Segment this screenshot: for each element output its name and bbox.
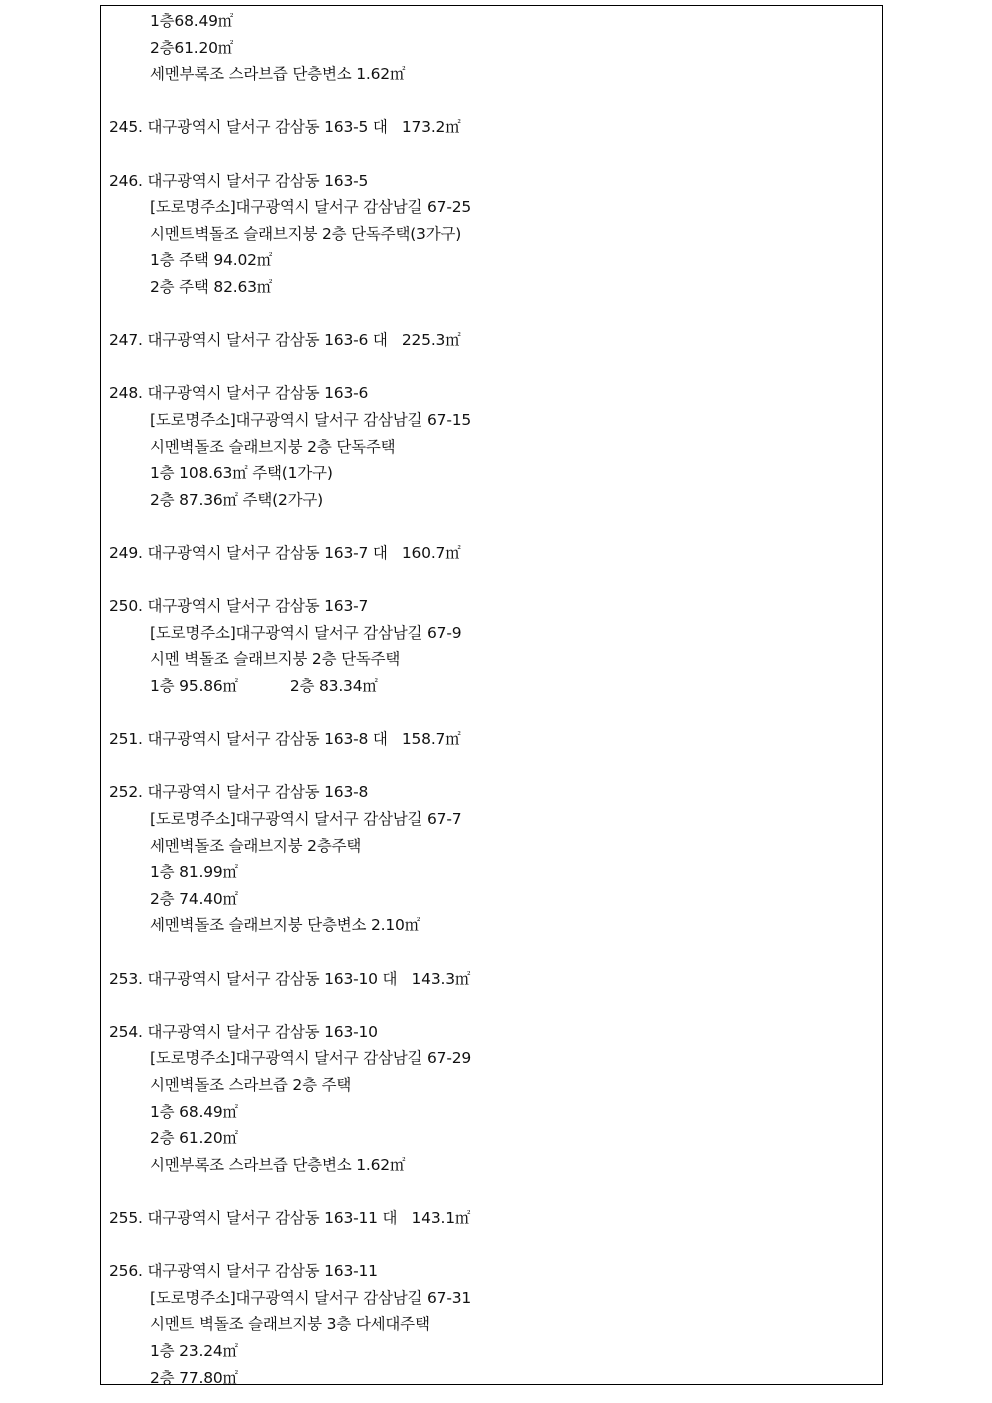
detail-line: [도로명주소]대구광역시 달서구 감삼남길 67-29 (150, 1049, 472, 1068)
entry-line: 253. 대구광역시 달서구 감삼동 163-10 대 143.3㎡ (109, 969, 471, 988)
detail-line: 2층61.20㎡ (150, 38, 234, 57)
entry-line: 250. 대구광역시 달서구 감삼동 163-7 (109, 597, 369, 616)
detail-line: [도로명주소]대구광역시 달서구 감삼남길 67-9 (150, 623, 462, 642)
entry-line: 249. 대구광역시 달서구 감삼동 163-7 대 160.7㎡ (109, 544, 461, 562)
detail-line: 1층68.49㎡ (150, 12, 234, 30)
entry-line: 254. 대구광역시 달서구 감삼동 163-10 (109, 1022, 378, 1041)
detail-line: 2층 주택 82.63㎡ (150, 278, 273, 296)
document-frame (100, 5, 883, 1385)
detail-line: 시멘벽돌조 슬래브지붕 2층 단독주택 (150, 437, 396, 456)
detail-line: 시멘트벽돌조 슬래브지붕 2층 단독주택(3가구) (150, 224, 462, 243)
detail-line: 시멘 벽돌조 슬래브지붕 2층 단독주택 (150, 650, 401, 669)
detail-line: 세멘부록조 스라브즙 단층변소 1.62㎡ (150, 65, 406, 84)
detail-line: 세멘벽돌조 슬래브지붕 단층변소 2.10㎡ (150, 916, 421, 935)
entry-line: 256. 대구광역시 달서구 감삼동 163-11 (109, 1262, 378, 1281)
entry-line: 255. 대구광역시 달서구 감삼동 163-11 대 143.1㎡ (109, 1209, 471, 1227)
detail-line: [도로명주소]대구광역시 달서구 감삼남길 67-7 (150, 810, 462, 828)
detail-line: 2층 74.40㎡ (150, 889, 238, 908)
detail-line: 1층 주택 94.02㎡ (150, 251, 273, 270)
entry-line: 247. 대구광역시 달서구 감삼동 163-6 대 225.3㎡ (109, 331, 461, 350)
entry-line: 251. 대구광역시 달서구 감삼동 163-8 대 158.7㎡ (109, 730, 461, 749)
detail-line: 2층 77.80㎡ (150, 1368, 238, 1387)
detail-line: 1층 95.86㎡ 2층 83.34㎡ (150, 677, 378, 695)
detail-line: 세멘벽돌조 슬래브지붕 2층주택 (150, 836, 362, 855)
detail-line: 1층 23.24㎡ (150, 1342, 238, 1360)
detail-line: 시멘부록조 스라브즙 단층변소 1.62㎡ (150, 1155, 406, 1174)
entry-line: 246. 대구광역시 달서구 감삼동 163-5 (109, 171, 369, 190)
detail-line: 1층 108.63㎡ 주택(1가구) (150, 464, 333, 483)
detail-line: 1층 81.99㎡ (150, 863, 238, 882)
detail-line: 시멘벽돌조 스라브즙 2층 주택 (150, 1076, 352, 1094)
detail-line: 시멘트 벽돌조 슬래브지붕 3층 다세대주택 (150, 1315, 430, 1334)
detail-line: [도로명주소]대구광역시 달서구 감삼남길 67-31 (150, 1288, 472, 1307)
detail-line: 1층 68.49㎡ (150, 1102, 238, 1121)
entry-line: 245. 대구광역시 달서구 감삼동 163-5 대 173.2㎡ (109, 118, 461, 137)
entry-line: 252. 대구광역시 달서구 감삼동 163-8 (109, 783, 369, 802)
entry-line: 248. 대구광역시 달서구 감삼동 163-6 (109, 384, 369, 403)
detail-line: 2층 87.36㎡ 주택(2가구) (150, 490, 324, 509)
detail-line: [도로명주소]대구광역시 달서구 감삼남길 67-25 (150, 198, 472, 217)
detail-line: [도로명주소]대구광역시 달서구 감삼남길 67-15 (150, 411, 472, 429)
detail-line: 2층 61.20㎡ (150, 1129, 238, 1148)
